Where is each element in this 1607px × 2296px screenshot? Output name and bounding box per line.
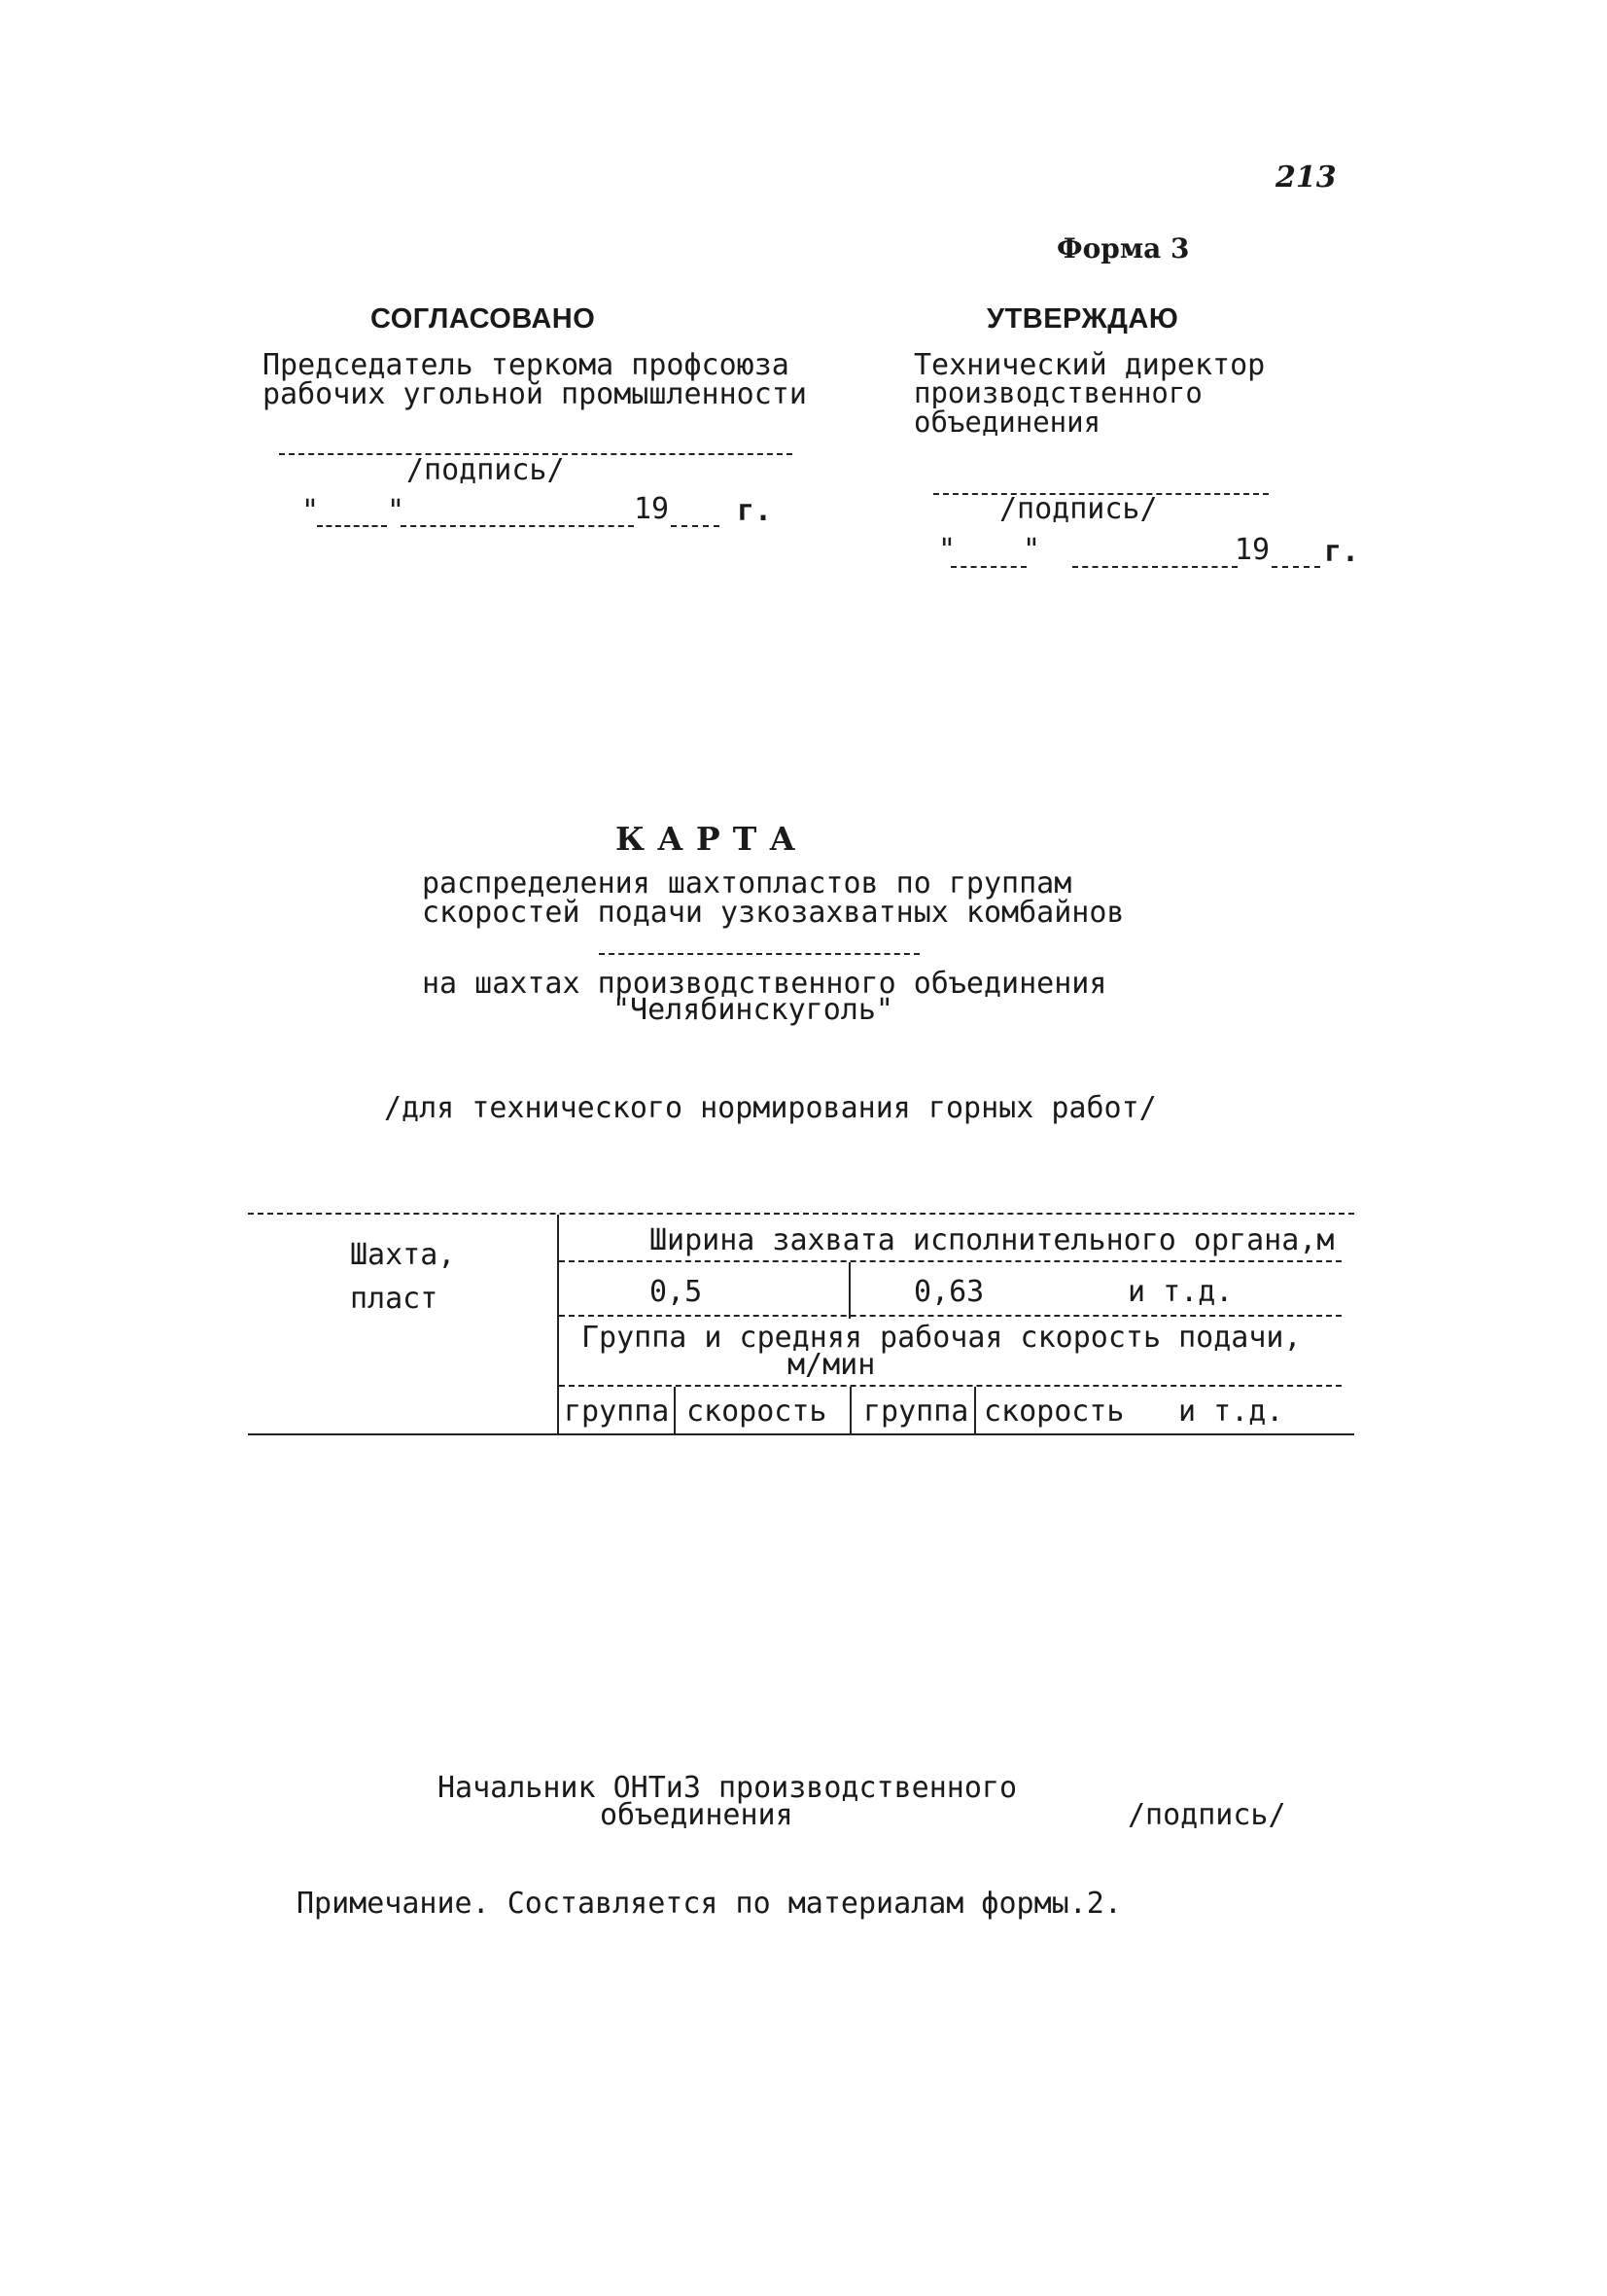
left-quote-open: " — [301, 494, 320, 528]
left-year: 19 — [634, 492, 670, 526]
group-header-rule — [559, 1385, 1342, 1387]
title-purpose: /для технического нормирования горных работ/ — [384, 1091, 1157, 1125]
width-header: Ширина захвата исполнительного органа,м — [649, 1223, 1335, 1257]
left-line1: Председатель теркома профсоюза — [262, 348, 789, 382]
page-number: 213 — [1275, 160, 1337, 194]
right-day-line — [951, 566, 1027, 568]
left-heading: СОГЛАСОВАНО — [370, 303, 596, 335]
right-line1: Технический директор — [914, 348, 1266, 382]
col-header-seam: пласт — [350, 1282, 438, 1316]
left-year-suffix: г. — [737, 494, 773, 528]
left-day-line — [317, 525, 387, 527]
form-label: Форма 3 — [1057, 232, 1190, 265]
chief-signature: /подпись/ — [1128, 1798, 1286, 1832]
sub-group-2: группа — [863, 1395, 969, 1429]
group-header-line1: Группа и средняя рабочая скорость подачи, — [581, 1321, 1302, 1355]
col-header-mine: Шахта, — [350, 1238, 456, 1272]
title-line4: "Челябинскуголь" — [612, 993, 893, 1027]
sub-divider-3 — [974, 1387, 976, 1433]
width-value-etc: и т.д. — [1128, 1275, 1234, 1309]
title-line3: на шахтах производственного объединения — [422, 967, 1107, 1001]
chief-line1: Начальник ОНТиЗ производственного — [437, 1771, 1018, 1805]
sub-divider-2 — [850, 1387, 852, 1433]
right-quote-close: " — [1023, 533, 1041, 567]
title-line2: скоростей подачи узкозахватных комбайнов — [422, 896, 1125, 930]
width-value-2: 0,63 — [914, 1275, 985, 1309]
sub-speed-1: скорость — [686, 1395, 827, 1429]
right-heading: УТВЕРЖДАЮ — [987, 303, 1179, 335]
chief-line2: объединения — [600, 1798, 793, 1832]
footnote: Примечание. Составляется по материалам формы.2. — [297, 1887, 1122, 1921]
document-title: КАРТА — [615, 820, 809, 858]
sub-group-1: группа — [564, 1395, 670, 1429]
right-signature-label: /подпись/ — [999, 492, 1158, 526]
table-top-rule — [248, 1213, 1354, 1215]
sub-divider-1 — [674, 1387, 676, 1433]
right-line2: производственного — [914, 376, 1203, 409]
right-quote-open: " — [938, 533, 957, 567]
width-header-rule — [559, 1260, 1342, 1262]
left-year-line — [671, 525, 719, 527]
sub-speed-2: скорость — [984, 1395, 1125, 1429]
right-year-line — [1272, 566, 1320, 568]
left-line2: рабочих угольной промышленности — [262, 377, 807, 411]
group-header-line2: м/мин — [787, 1348, 876, 1382]
left-month-line — [401, 525, 634, 527]
right-year: 19 — [1235, 533, 1271, 567]
table-col-divider — [557, 1215, 559, 1434]
title-underline — [599, 953, 920, 955]
width-col-divider — [849, 1262, 851, 1319]
table-bottom-rule — [248, 1433, 1354, 1435]
right-month-line — [1072, 566, 1238, 568]
sub-etc: и т.д. — [1178, 1395, 1284, 1429]
left-signature-label: /подпись/ — [406, 453, 565, 487]
right-line3: объединения — [914, 406, 1101, 439]
width-value-1: 0,5 — [649, 1275, 703, 1309]
title-line1: распределения шахтопластов по группам — [422, 866, 1072, 901]
width-values-rule — [559, 1315, 1342, 1317]
left-quote-close: " — [387, 494, 405, 528]
right-year-suffix: г. — [1324, 535, 1360, 569]
